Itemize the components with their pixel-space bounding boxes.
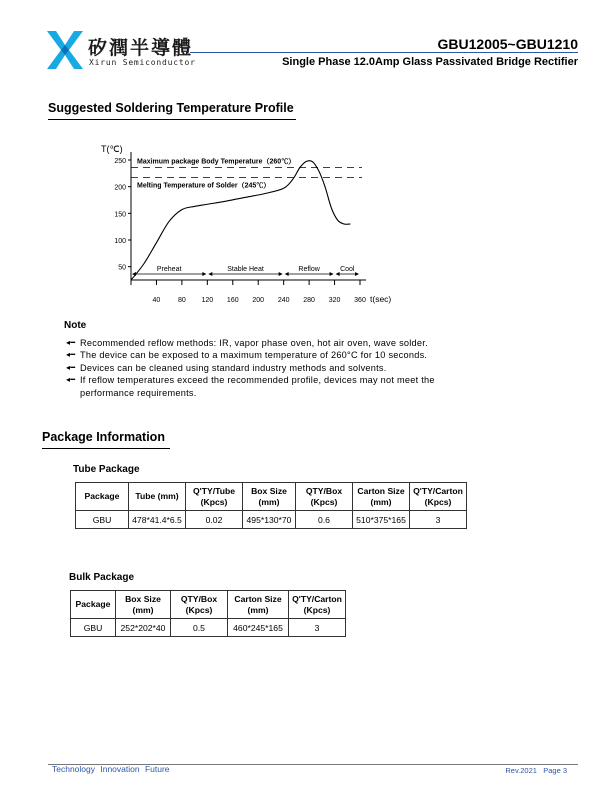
phase-arrow-head bbox=[202, 272, 206, 276]
table-header-cell: Carton Size (mm) bbox=[228, 591, 289, 619]
table-cell: 478*41.4*6.5 bbox=[129, 511, 186, 529]
x-tick-label: 120 bbox=[201, 297, 214, 304]
xirun-logo-icon bbox=[47, 31, 83, 69]
document-subtitle: Single Phase 12.0Amp Glass Passivated Bridge Rectifier bbox=[282, 56, 578, 68]
note-item: ◂━ Devices can be cleaned using standard industry methods and solvents. bbox=[66, 362, 387, 373]
table-cell: 495*130*70 bbox=[243, 511, 296, 529]
footer-tagline: Technology Innovation Future bbox=[52, 764, 170, 774]
x-tick-label: 280 bbox=[303, 297, 315, 304]
note-item: ◂━ The device can be exposed to a maximum temperature of 260°C for 10 seconds. bbox=[66, 350, 428, 361]
package-section-title: Package Information bbox=[42, 430, 165, 444]
reference-label: Melting Temperature of Solder（245℃） bbox=[137, 182, 271, 190]
soldering-section-title: Suggested Soldering Temperature Profile bbox=[48, 101, 294, 115]
table-cell: GBU bbox=[71, 619, 116, 637]
x-tick-label: 40 bbox=[152, 297, 161, 304]
x-tick-label: 360 bbox=[354, 297, 366, 304]
y-tick-label: 200 bbox=[114, 184, 126, 192]
footer-page-info bbox=[505, 766, 567, 775]
y-tick-label: 50 bbox=[118, 264, 126, 272]
reference-label: Maximum package Body Temperature（260℃） bbox=[137, 158, 296, 166]
soldering-profile-chart bbox=[95, 140, 415, 312]
note-title: Note bbox=[64, 320, 87, 331]
table-header-cell: Carton Size (mm) bbox=[353, 483, 410, 511]
note-item: ◂━ If reflow temperatures exceed the recommended profile, devices may not meet the performance requirements. bbox=[66, 375, 435, 398]
table-header-cell: Q'TY/Carton (Kpcs) bbox=[410, 483, 467, 511]
table-header-cell: Q'TY/Tube (Kpcs) bbox=[186, 483, 243, 511]
bulk-package-table bbox=[70, 590, 346, 637]
table-header-cell: QTY/Box (Kpcs) bbox=[296, 483, 353, 511]
table-cell: 3 bbox=[410, 511, 467, 529]
table-cell: 0.5 bbox=[171, 619, 228, 637]
x-tick-label: 200 bbox=[252, 297, 265, 304]
x-axis-label: t(sec) bbox=[370, 294, 392, 304]
x-tick-label: 160 bbox=[226, 297, 239, 304]
package-section-rule bbox=[42, 448, 170, 449]
table-header-cell: Q'TY/Carton (Kpcs) bbox=[289, 591, 346, 619]
phase-arrow-head bbox=[208, 272, 212, 276]
table-cell: 0.02 bbox=[186, 511, 243, 529]
company-name-en: Xirun Semiconductor bbox=[89, 58, 196, 67]
bulk-package-title: Bulk Package bbox=[69, 572, 135, 583]
table-row bbox=[76, 511, 467, 529]
phase-label: Stable Heat bbox=[227, 266, 264, 273]
arrow-bullet-icon: ◂━ bbox=[66, 350, 76, 360]
arrow-bullet-icon: ◂━ bbox=[66, 362, 76, 372]
y-tick-label: 150 bbox=[114, 211, 126, 219]
part-number: GBU12005~GBU1210 bbox=[437, 36, 578, 52]
y-tick-label: 100 bbox=[114, 238, 126, 245]
footer-page-number: Page 3 bbox=[543, 766, 567, 775]
table-header-cell: Tube (mm) bbox=[129, 483, 186, 511]
table-cell: 252*202*40 bbox=[116, 619, 171, 637]
footer-revision: Rev.2021 bbox=[505, 766, 537, 775]
table-header-row bbox=[71, 591, 346, 619]
table-header-cell: Package bbox=[71, 591, 116, 619]
table-cell: 510*375*165 bbox=[353, 511, 410, 529]
soldering-section-rule bbox=[48, 119, 296, 120]
phase-arrow-head bbox=[285, 272, 289, 276]
tube-package-title: Tube Package bbox=[73, 464, 140, 475]
y-axis-label: T(℃) bbox=[101, 144, 123, 154]
phase-arrow-head bbox=[330, 272, 334, 276]
x-tick-label: 320 bbox=[328, 297, 341, 304]
table-header-row bbox=[76, 483, 467, 511]
table-row bbox=[71, 619, 346, 637]
x-tick-label: 240 bbox=[277, 297, 290, 304]
table-cell: GBU bbox=[76, 511, 129, 529]
phase-arrow-head bbox=[355, 272, 359, 276]
tube-package-table bbox=[75, 482, 467, 529]
note-list bbox=[66, 337, 486, 399]
phase-label: Preheat bbox=[156, 266, 182, 273]
table-cell: 3 bbox=[289, 619, 346, 637]
arrow-bullet-icon: ◂━ bbox=[66, 375, 76, 385]
table-header-cell: Box Size (mm) bbox=[243, 483, 296, 511]
header-rule bbox=[190, 52, 578, 53]
table-cell: 460*245*165 bbox=[228, 619, 289, 637]
table-header-cell: QTY/Box (Kpcs) bbox=[171, 591, 228, 619]
phase-label: Reflow bbox=[298, 266, 320, 273]
phase-label: Cool bbox=[340, 266, 355, 273]
company-name-cn: 矽潤半導體 bbox=[88, 37, 194, 59]
table-header-cell: Package bbox=[76, 483, 129, 511]
arrow-bullet-icon: ◂━ bbox=[66, 338, 76, 347]
phase-arrow-head bbox=[336, 272, 340, 276]
phase-arrow-head bbox=[279, 272, 283, 276]
y-tick-label: 250 bbox=[114, 158, 126, 165]
x-tick-label: 80 bbox=[177, 297, 186, 304]
table-cell: 0.6 bbox=[296, 511, 353, 529]
temperature-profile-line bbox=[131, 161, 350, 280]
table-header-cell: Box Size (mm) bbox=[116, 591, 171, 619]
note-item: ◂━ Recommended reflow methods: IR, vapor phase oven, hot air oven, wave solder. bbox=[66, 338, 428, 348]
